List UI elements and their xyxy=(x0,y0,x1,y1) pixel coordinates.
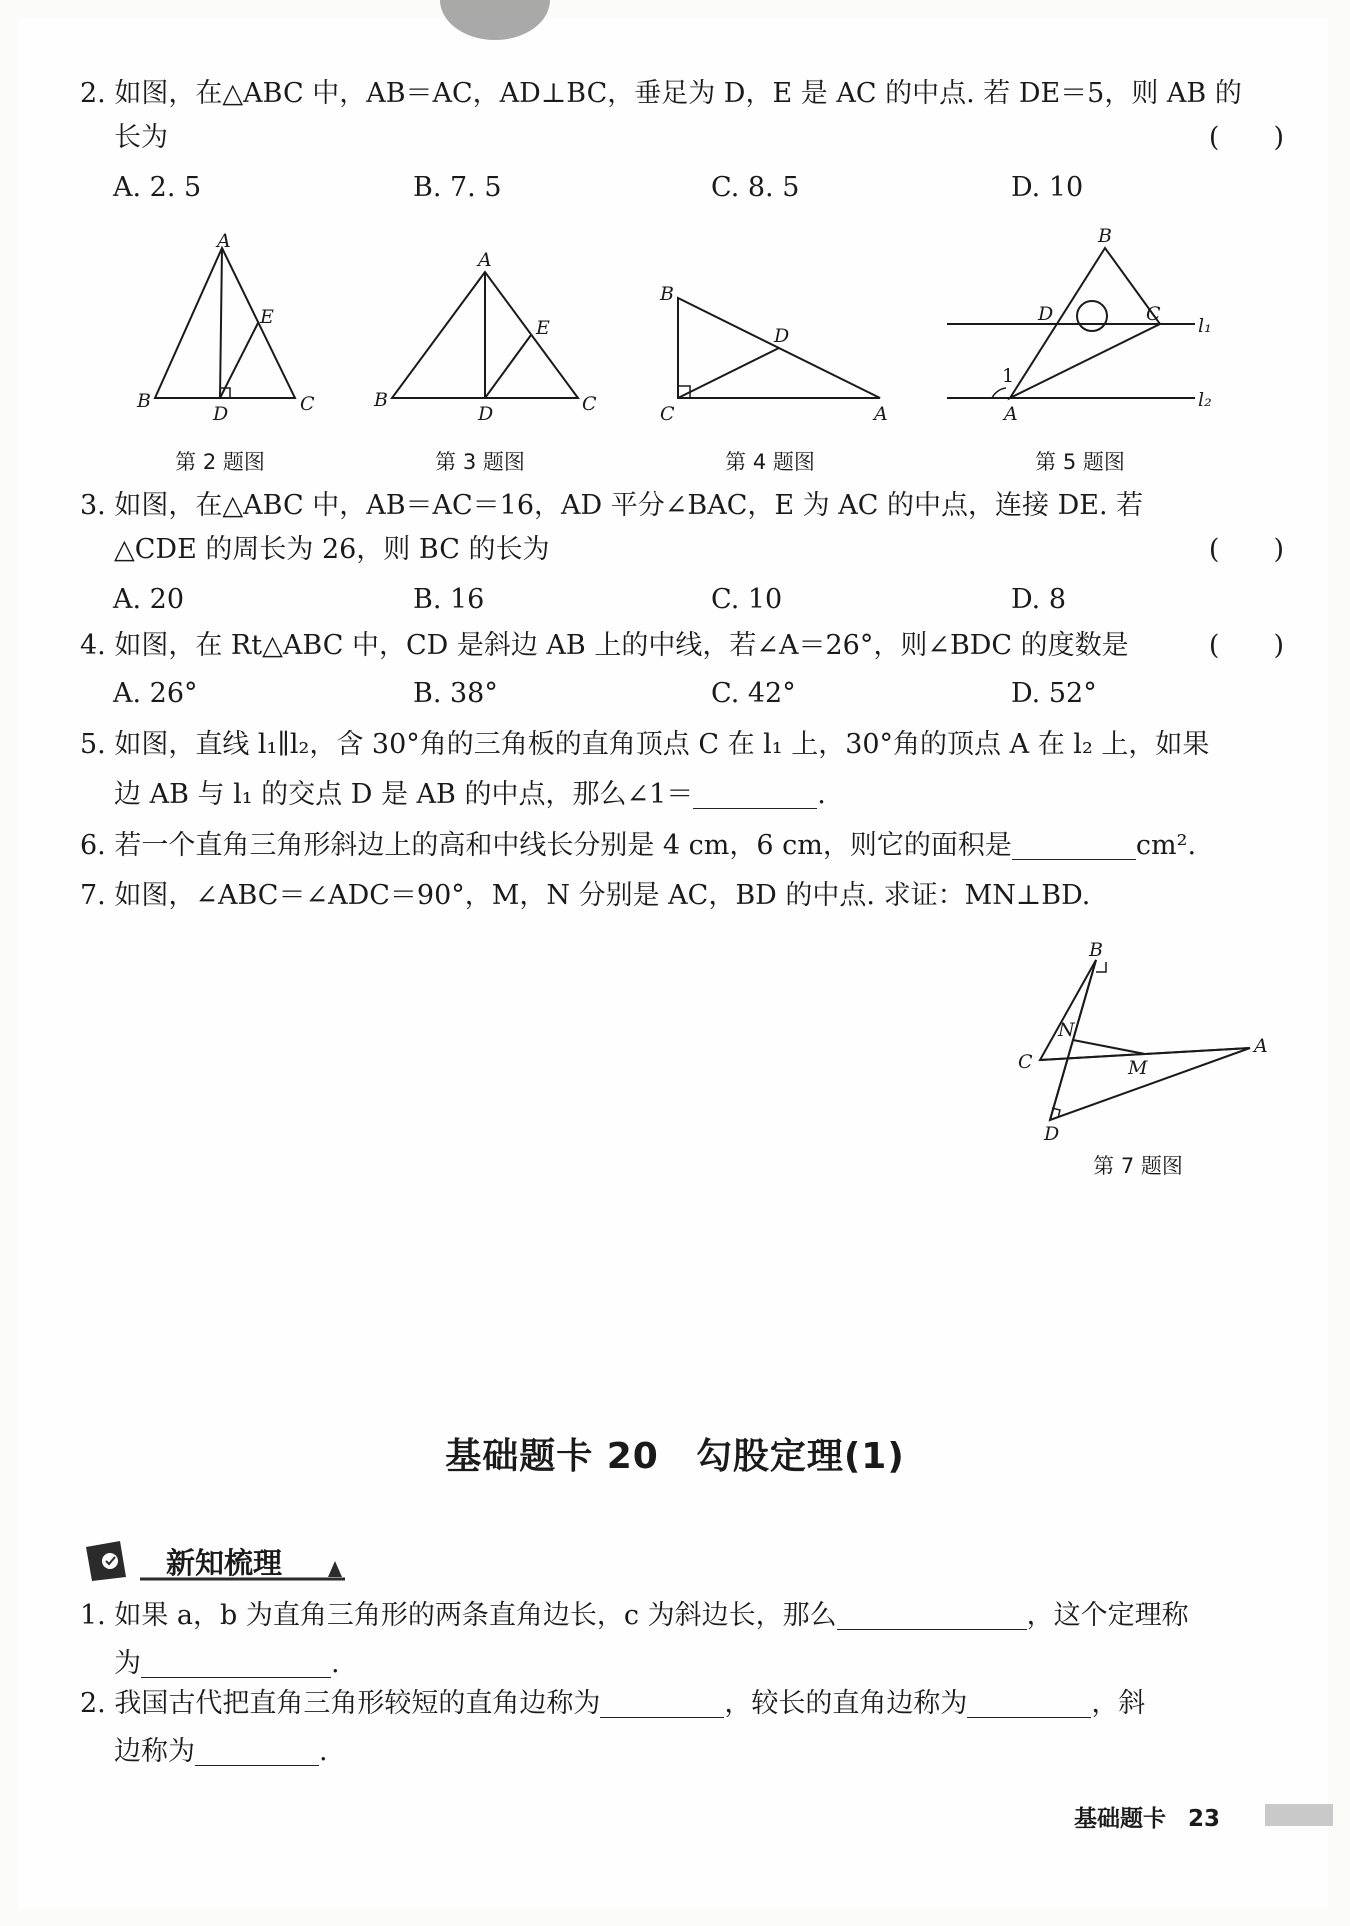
knowledge-2-post: ，斜 xyxy=(1091,1688,1146,1719)
question-7-line1: 7. 如图，∠ABC＝∠ADC＝90°，M，N 分别是 AC，BD 的中点. 求证：MN⊥BD. xyxy=(80,880,1091,911)
fig5-label-a: A xyxy=(1004,403,1018,425)
fig7-label-d: D xyxy=(1044,1123,1060,1145)
knowledge-2-period: . xyxy=(319,1736,328,1767)
question-5-line2 xyxy=(80,770,1280,820)
question-5-line2-text: 边 AB 与 l₁ 的交点 D 是 AB 的中点，那么∠1＝ xyxy=(114,779,694,810)
fig2-label-c: C xyxy=(300,393,315,415)
option-d: D. 8 xyxy=(1011,584,1067,615)
option-b: B. 38° xyxy=(413,678,498,709)
footer-bar-decoration xyxy=(1265,1804,1333,1826)
figures-row xyxy=(120,220,1260,430)
fig4-label-a: A xyxy=(874,403,888,425)
fig2-caption: 第 2 题图 xyxy=(175,450,265,474)
new-knowledge-badge xyxy=(80,1537,350,1583)
figure-4 xyxy=(678,298,880,398)
fig4-label-b: B xyxy=(660,283,674,305)
figure-7 xyxy=(1010,938,1290,1148)
fig3-label-b: B xyxy=(374,389,388,411)
question-3-line1: 3. 如图，在△ABC 中，AB＝AC＝16，AD 平分∠BAC，E 为 AC 的中点，连接 DE. 若 xyxy=(80,490,1144,521)
question-5 xyxy=(80,720,1280,820)
fig3-label-a: A xyxy=(478,249,492,271)
answer-blank[interactable] xyxy=(141,1647,331,1678)
knowledge-1-period: . xyxy=(331,1648,340,1679)
knowledge-1-line2: 为 xyxy=(114,1648,141,1679)
fig2-label-b: B xyxy=(137,390,151,412)
knowledge-2-line2: 边称为 xyxy=(114,1736,195,1767)
section-title: 基础题卡 20 勾股定理(1) xyxy=(445,1436,905,1477)
option-a: A. 20 xyxy=(113,584,185,615)
fig3-label-d: D xyxy=(478,403,494,425)
question-4-line1: 4. 如图，在 Rt△ABC 中，CD 是斜边 AB 上的中线，若∠A＝26°，则∠BDC 的度数是 xyxy=(80,630,1129,661)
knowledge-item-2 xyxy=(80,1680,1280,1776)
question-2-line2: 长为 xyxy=(114,122,168,153)
question-6 xyxy=(80,824,1280,868)
answer-paren: ( ) xyxy=(1208,122,1284,153)
fig7-label-a: A xyxy=(1254,1035,1268,1057)
figure-2 xyxy=(155,248,295,398)
fig5-label-l2: l₂ xyxy=(1198,389,1212,411)
figure-3 xyxy=(392,272,578,398)
page-footer xyxy=(1074,1800,1220,1833)
fig5-label-l1: l₁ xyxy=(1198,315,1212,337)
option-c: C. 42° xyxy=(711,678,796,709)
question-2 xyxy=(80,72,1284,160)
answer-blank[interactable] xyxy=(600,1687,724,1718)
knowledge-item-1 xyxy=(80,1592,1280,1688)
fig5-label-d: D xyxy=(1038,303,1054,325)
question-6-text: 6. 若一个直角三角形斜边上的高和中线长分别是 4 cm，6 cm，则它的面积是 xyxy=(80,830,1012,861)
option-b: B. 16 xyxy=(413,584,485,615)
question-4 xyxy=(80,624,1284,668)
fig2-label-e: E xyxy=(260,306,274,328)
answer-blank[interactable] xyxy=(1012,829,1136,860)
knowledge-1-text: 1. 如果 a，b 为直角三角形的两条直角边长，c 为斜边长，那么 xyxy=(80,1600,837,1631)
fig7-caption: 第 7 题图 xyxy=(1093,1154,1183,1178)
fig5-label-b: B xyxy=(1098,225,1112,247)
fig7-label-m: M xyxy=(1128,1057,1148,1079)
answer-paren: ( ) xyxy=(1208,630,1284,661)
fig7-label-n: N xyxy=(1058,1019,1075,1041)
fig7-label-c: C xyxy=(1018,1051,1033,1073)
fig2-label-a: A xyxy=(217,230,231,252)
fig4-label-c: C xyxy=(660,403,675,425)
option-a: A. 26° xyxy=(113,678,198,709)
fig4-caption: 第 4 题图 xyxy=(725,450,815,474)
knowledge-1-mid: ，这个定理称 xyxy=(1026,1600,1189,1631)
fig4-label-d: D xyxy=(774,325,790,347)
fig5-label-angle1: 1 xyxy=(1002,365,1015,387)
option-b: B. 7. 5 xyxy=(413,172,502,203)
fig2-label-d: D xyxy=(213,403,229,425)
answer-blank[interactable] xyxy=(967,1687,1091,1718)
fig3-caption: 第 3 题图 xyxy=(435,450,525,474)
option-c: C. 8. 5 xyxy=(711,172,800,203)
question-5-period: . xyxy=(817,779,826,810)
option-d: D. 52° xyxy=(1011,678,1097,709)
fig3-label-e: E xyxy=(536,317,550,339)
question-3 xyxy=(80,484,1284,572)
question-5-line1: 5. 如图，直线 l₁∥l₂，含 30°角的三角板的直角顶点 C 在 l₁ 上，30°角的顶点 A 在 l₂ 上，如果 xyxy=(80,729,1210,760)
fig5-caption: 第 5 题图 xyxy=(1035,450,1125,474)
knowledge-2-mid: ，较长的直角边称为 xyxy=(724,1688,968,1719)
footer-label: 基础题卡 xyxy=(1073,1806,1166,1832)
question-3-line2: △CDE 的周长为 26，则 BC 的长为 xyxy=(114,534,550,565)
question-7 xyxy=(80,874,1280,918)
page-number: 23 xyxy=(1187,1806,1220,1832)
question-6-unit: cm². xyxy=(1135,830,1197,861)
option-d: D. 10 xyxy=(1011,172,1084,203)
fig7-label-b: B xyxy=(1089,939,1103,961)
answer-blank[interactable] xyxy=(837,1599,1027,1630)
question-2-line1: 2. 如图，在△ABC 中，AB＝AC，AD⊥BC，垂足为 D，E 是 AC 的中点. 若 DE＝5，则 AB 的 xyxy=(80,78,1242,109)
option-a: A. 2. 5 xyxy=(113,172,202,203)
answer-paren: ( ) xyxy=(1208,534,1284,565)
fig5-label-c: C xyxy=(1146,303,1161,325)
fig3-label-c: C xyxy=(582,393,597,415)
answer-blank[interactable] xyxy=(195,1735,319,1766)
answer-blank[interactable] xyxy=(693,778,817,809)
badge-label: 新知梳理 xyxy=(166,1546,283,1580)
option-c: C. 10 xyxy=(711,584,783,615)
knowledge-2-text: 2. 我国古代把直角三角形较短的直角边称为 xyxy=(80,1688,601,1719)
